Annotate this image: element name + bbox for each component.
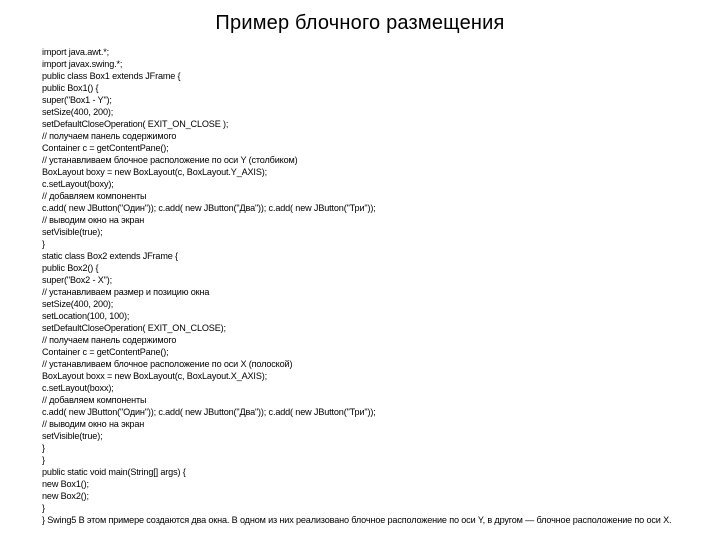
code-comment: // получаем панель содержимого (42, 335, 177, 345)
code-line: c.setLayout(boxx); (42, 383, 114, 393)
code-line: super("Box1 - Y"); (42, 95, 112, 105)
code-line: c.setLayout(boxy); (42, 179, 114, 189)
code-line: } (42, 443, 45, 453)
code-line: Container c = getContentPane(); (42, 143, 169, 153)
code-line: c.add( new JButton("Один")); c.add( new JButton("Два")); c.add( new JButton("Три")); (42, 407, 376, 417)
code-line: public static void main(String[] args) { (42, 467, 186, 477)
code-line: setLocation(100, 100); (42, 311, 130, 321)
code-line: BoxLayout boxy = new BoxLayout(c, BoxLayout.Y_AXIS); (42, 167, 267, 177)
code-line: } (42, 503, 45, 513)
code-comment: // выводим окно на экран (42, 215, 145, 225)
code-comment: // добавляем компоненты (42, 191, 147, 201)
code-line: new Box1(); (42, 479, 89, 489)
code-line: static class Box2 extends JFrame { (42, 251, 178, 261)
code-line: } (42, 455, 45, 465)
code-line: BoxLayout boxx = new BoxLayout(c, BoxLayout.X_AXIS); (42, 371, 267, 381)
code-comment: // устанавливаем размер и позицию окна (42, 287, 210, 297)
code-line: new Box2(); (42, 491, 89, 501)
code-line: setDefaultCloseOperation( EXIT_ON_CLOSE); (42, 323, 226, 333)
code-line: setVisible(true); (42, 431, 103, 441)
code-line: c.add( new JButton("Один")); c.add( new JButton("Два")); c.add( new JButton("Три")); (42, 203, 376, 213)
code-line: import javax.swing.*; (42, 59, 123, 69)
code-line-with-description: } Swing5 В этом примере создаются два окна. В одном из них реализовано блочное расположение по оси Y, в другом — блочное расположение по оси X. (42, 515, 672, 525)
slide-title: Пример блочного размещения (215, 12, 505, 34)
code-listing (42, 46, 682, 526)
code-line: setSize(400, 200); (42, 299, 114, 309)
code-comment: // добавляем компоненты (42, 395, 147, 405)
code-line: import java.awt.*; (42, 47, 110, 57)
code-comment: // получаем панель содержимого (42, 131, 177, 141)
code-comment: // устанавливаем блочное расположение по оси X (полоской) (42, 359, 293, 369)
code-line: setDefaultCloseOperation( EXIT_ON_CLOSE ); (42, 119, 229, 129)
code-line: public Box2() { (42, 263, 99, 273)
code-line: setSize(400, 200); (42, 107, 114, 117)
code-line: public class Box1 extends JFrame { (42, 71, 181, 81)
code-comment: // устанавливаем блочное расположение по оси Y (столбиком) (42, 155, 298, 165)
code-line: setVisible(true); (42, 227, 103, 237)
code-line: super("Box2 - X"); (42, 275, 112, 285)
code-line: Container c = getContentPane(); (42, 347, 169, 357)
code-line: public Box1() { (42, 83, 99, 93)
code-comment: // выводим окно на экран (42, 419, 145, 429)
code-line: } (42, 239, 45, 249)
